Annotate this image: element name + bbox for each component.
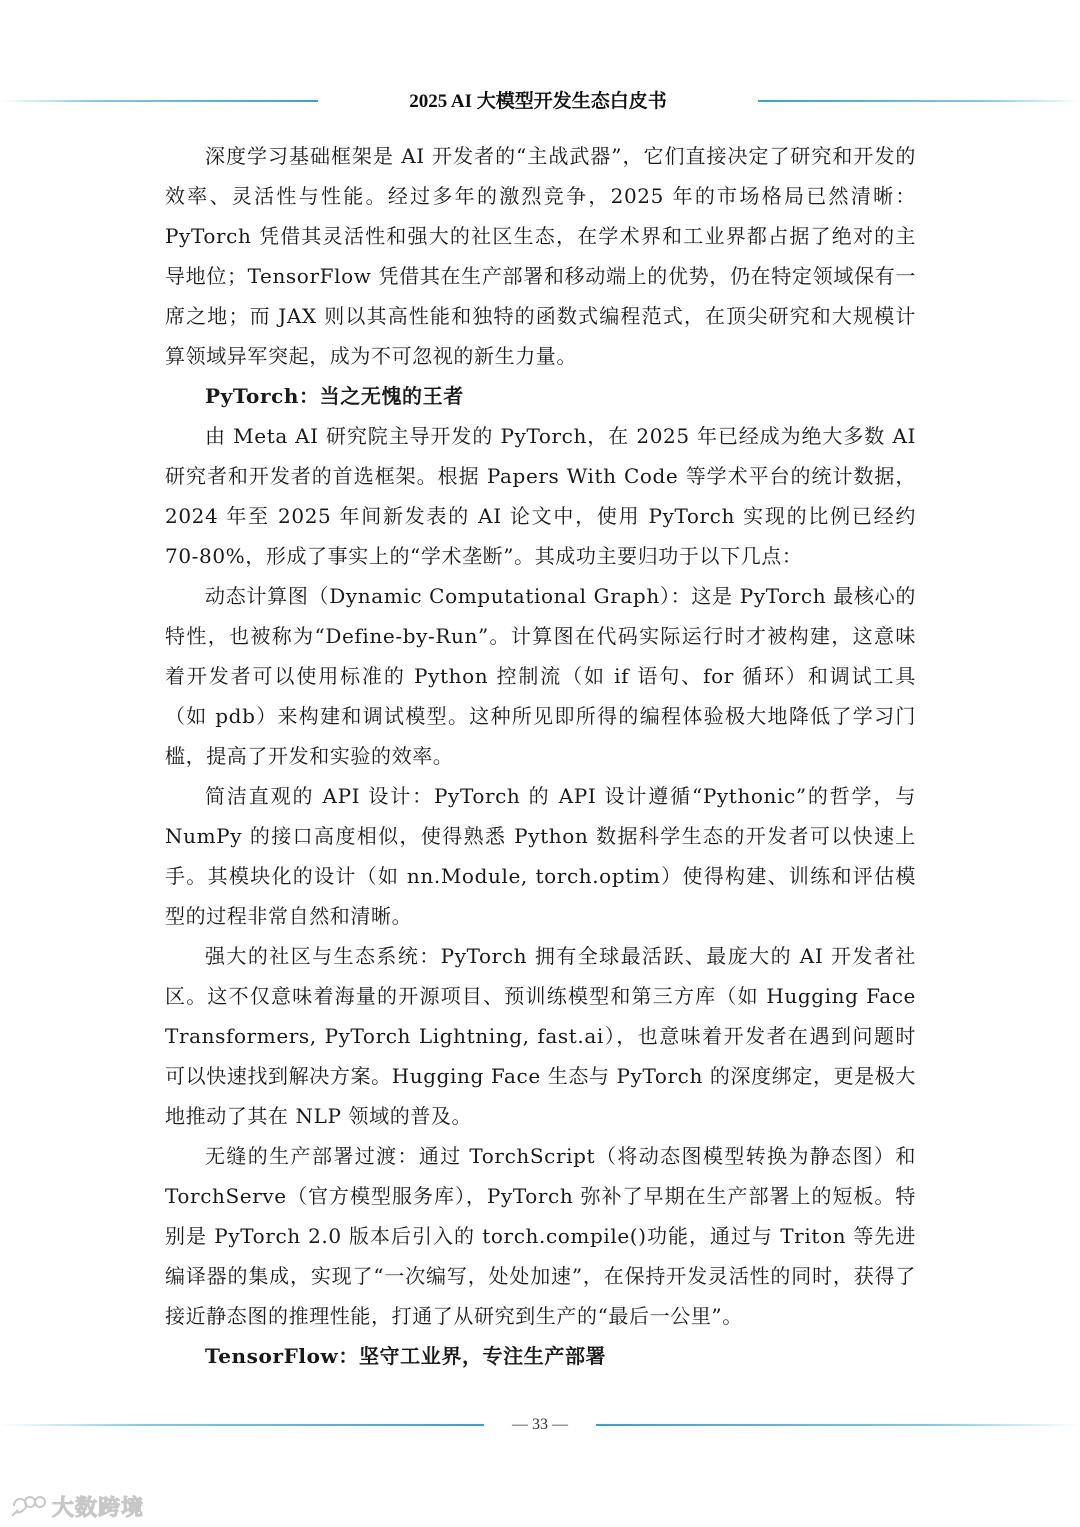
api-design-paragraph: 简洁直观的 API 设计：PyTorch 的 API 设计遵循“Pythonic”的哲学，与 NumPy 的接口高度相似，使得熟悉 Python 数据科学生态的开发者可以快速上手。其模块化的设计（如 nn.Module, torch.optim）使得构建、训练和评估模型的过程非常自然和清晰。 — [165, 784, 916, 928]
page-header — [0, 88, 1080, 118]
header-rule-left — [0, 100, 318, 102]
watermark — [8, 1490, 144, 1522]
page-number: — 33 — — [512, 1416, 568, 1433]
footer-rule-left — [0, 1424, 484, 1426]
header-title: 2025 AI 大模型开发生态白皮书 — [409, 91, 667, 112]
dynamic-graph-paragraph: 动态计算图（Dynamic Computational Graph）：这是 PyTorch 最核心的特性，也被称为“Define-by-Run”。计算图在代码实际运行时才被构建，这意味着开发者可以使用标准的 Python 控制流（如 if 语句、for 循环）和调试工具（如 pdb）来构建和调试模型。这种所见即所得的编程体验极大地降低了学习门槛，提高了开发和实验的效率。 — [165, 584, 916, 768]
watermark-text: 大数跨境 — [52, 1495, 145, 1521]
watermark-logo-icon — [8, 1492, 48, 1520]
intro-paragraph: 深度学习基础框架是 AI 开发者的“主战武器”，它们直接决定了研究和开发的效率、灵活性与性能。经过多年的激烈竞争，2025 年的市场格局已然清晰：PyTorch 凭借其灵活性和强大的社区生态，在学术界和工业界都占据了绝对的主导地位；TensorFlow 凭借其在生产部署和移动端上的优势，仍在特定领域保有一席之地；而 JAX 则以其高性能和独特的函数式编程范式，在顶尖研究和大规模计算领域异军突起，成为不可忽视的新生力量。 — [165, 144, 916, 368]
page-footer — [0, 1412, 1080, 1438]
pytorch-heading: PyTorch：当之无愧的王者 — [205, 384, 464, 408]
page-body — [165, 136, 916, 1376]
footer-rule-right — [596, 1424, 1080, 1426]
community-paragraph: 强大的社区与生态系统：PyTorch 拥有全球最活跃、最庞大的 AI 开发者社区。这不仅意味着海量的开源项目、预训练模型和第三方库（如 Hugging Face Transformers, PyTorch Lightning, fast.ai），也意味着开发者在遇到问题时可以快速找到解决方案。Hugging Face 生态与 PyTorch 的深度绑定，更是极大地推动了其在 NLP 领域的普及。 — [165, 944, 916, 1128]
tensorflow-heading: TensorFlow：坚守工业界，专注生产部署 — [205, 1344, 607, 1368]
header-rule-right — [758, 100, 1080, 102]
deployment-paragraph: 无缝的生产部署过渡：通过 TorchScript（将动态图模型转换为静态图）和 TorchServe（官方模型服务库），PyTorch 弥补了早期在生产部署上的短板。特别是 PyTorch 2.0 版本后引入的 torch.compile()功能，通过与 Triton 等先进编译器的集成，实现了“一次编写，处处加速”，在保持开发灵活性的同时，获得了接近静态图的推理性能，打通了从研究到生产的“最后一公里”。 — [165, 1144, 916, 1328]
pytorch-intro-paragraph: 由 Meta AI 研究院主导开发的 PyTorch，在 2025 年已经成为绝大多数 AI 研究者和开发者的首选框架。根据 Papers With Code 等学术平台的统计数据，2024 年至 2025 年间新发表的 AI 论文中，使用 PyTorch 实现的比例已经约 70-80%，形成了事实上的“学术垄断”。其成功主要归功于以下几点： — [165, 424, 916, 568]
